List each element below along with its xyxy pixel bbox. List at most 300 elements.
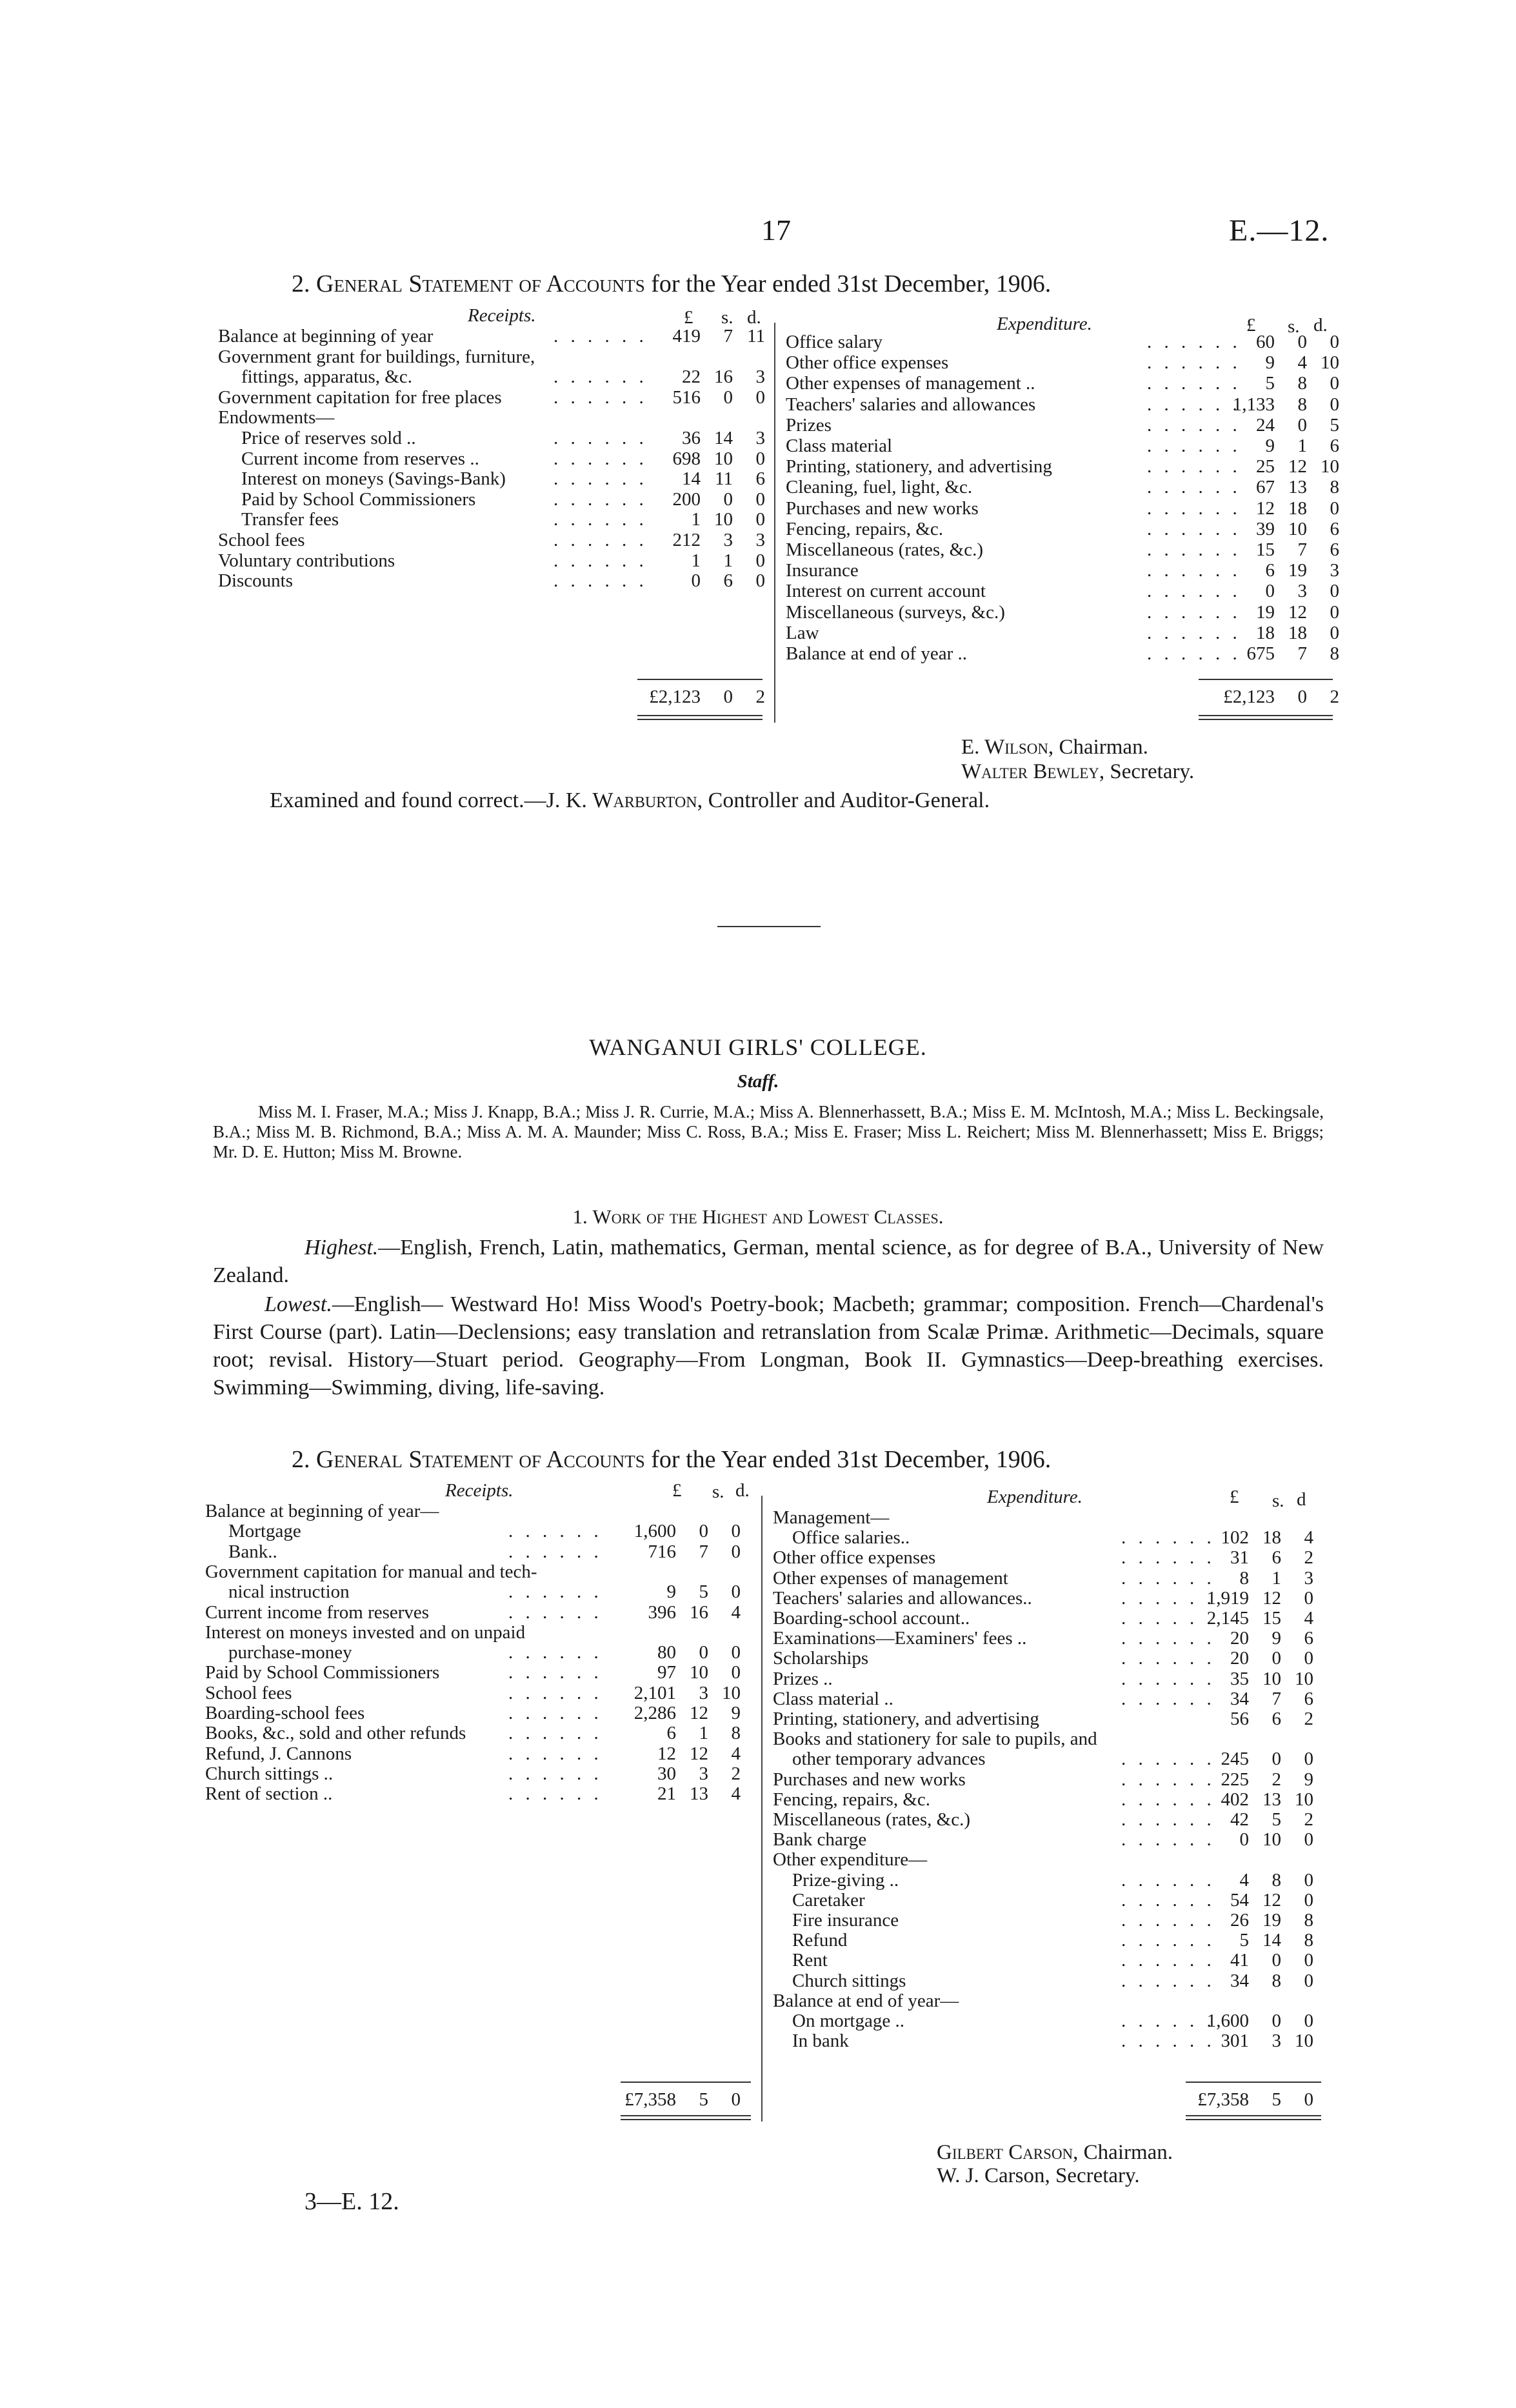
amount-pence: 3 — [1330, 560, 1339, 581]
s1-receipt-row — [218, 366, 766, 387]
amount — [1173, 1971, 1313, 1992]
s2-receipt-row — [205, 1683, 753, 1703]
amount-pence: 0 — [731, 1521, 741, 1542]
leader-dots: . . . . . . — [554, 468, 648, 490]
amount-shillings: 12 — [690, 1743, 708, 1764]
amount-pounds: 212 — [672, 530, 701, 550]
leader-dots: . . . . . . — [1147, 436, 1241, 456]
s2-expenditure-row — [773, 1689, 1328, 1709]
leader-dots: . . . . . . — [508, 1642, 603, 1663]
amount-shillings: 10 — [1288, 518, 1307, 539]
amount — [600, 1521, 741, 1542]
amount — [1173, 1910, 1313, 1931]
leader-dots: . . . . . . — [508, 1521, 603, 1542]
amount-pence: 0 — [1304, 1829, 1313, 1851]
s1-expenditure-header: Expenditure. — [997, 314, 1092, 334]
s2-receipt-row — [205, 1581, 753, 1602]
s2-receipt-row — [205, 1783, 753, 1804]
amount-pence: 8 — [1330, 643, 1339, 664]
section2-title-number: 2. — [292, 1446, 310, 1473]
leader-dots: . . . . . . — [1121, 1829, 1215, 1851]
amount-shillings: 13 — [690, 1783, 708, 1805]
s2-expenditure-row — [773, 1648, 1328, 1669]
s2-expenditure-row-label: Purchases and new works — [773, 1769, 966, 1790]
s1-expenditure-row — [786, 352, 1341, 373]
total-row — [773, 2089, 1328, 2110]
s2-expenditure-row — [773, 1749, 1328, 1769]
total-pence: 0 — [731, 2089, 741, 2110]
leader-dots: . . . . . . — [1121, 1809, 1215, 1830]
amount-pence: 3 — [755, 428, 765, 448]
amount-pence: 4 — [731, 1743, 741, 1764]
amount-shillings: 19 — [1262, 1910, 1281, 1931]
signature-mark: 3—E. 12. — [304, 2188, 399, 2215]
amount-pence: 0 — [1330, 373, 1339, 394]
s2-expenditure-row — [773, 1849, 1328, 1870]
s1-expenditure-row — [786, 581, 1341, 601]
amount-shillings: 8 — [1297, 373, 1307, 394]
s1-expenditure-row-label: Cleaning, fuel, light, &c. — [786, 477, 973, 498]
section2-title — [292, 1445, 1051, 1474]
s2-receipt-row-label: Interest on moneys invested and on unpaid — [205, 1621, 526, 1643]
amount — [600, 1683, 741, 1704]
leader-dots: . . . . . . — [1147, 601, 1241, 623]
amount-pounds: 1,133 — [1232, 394, 1275, 415]
s2-expenditure-row — [773, 1991, 1328, 2011]
section1-title-smallcaps: General Statement of Accounts — [316, 270, 645, 297]
leader-dots: . . . . . . — [1147, 539, 1241, 560]
leader-dots: . . . . . . — [1147, 394, 1241, 415]
amount-pounds: 102 — [1221, 1527, 1249, 1549]
total-amount — [1199, 687, 1339, 708]
leader-dots: . . . . . . — [554, 530, 648, 550]
amount-pence: 0 — [1304, 1869, 1313, 1891]
highest-label: Highest. — [304, 1236, 379, 1259]
amount — [1173, 1890, 1313, 1911]
s1-receipt-row — [218, 428, 766, 448]
amount-shillings: 10 — [714, 448, 733, 469]
s2-expenditure-row-label: Books and stationery for sale to pupils, and — [773, 1729, 1097, 1750]
s1-expenditure-row-label: Office salary — [786, 332, 883, 352]
amount-shillings: 7 — [1297, 643, 1307, 664]
amount-pounds: 97 — [657, 1662, 676, 1683]
lowest-label: Lowest. — [264, 1292, 332, 1316]
amount — [624, 448, 765, 470]
amount — [1173, 1809, 1313, 1831]
amount-pounds: 225 — [1221, 1769, 1249, 1790]
amount-shillings: 0 — [1272, 2011, 1281, 2031]
staff-heading: Staff. — [737, 1071, 779, 1092]
amount — [1199, 623, 1339, 644]
amount-pounds: 56 — [1230, 1709, 1249, 1729]
amount-pence: 0 — [731, 1642, 741, 1663]
s2-expenditure-row-label: Boarding-school account.. — [773, 1608, 970, 1629]
total-shillings: 0 — [723, 687, 733, 707]
amount-pounds: 6 — [666, 1723, 676, 1744]
amount-shillings: 10 — [690, 1662, 708, 1683]
lowest-class-paragraph — [213, 1290, 1324, 1401]
s2-expenditure-row-label: On mortgage .. — [792, 2011, 904, 2031]
amount-pence: 2 — [1304, 1809, 1313, 1830]
amount-shillings: 10 — [1262, 1829, 1281, 1851]
amount — [1173, 1628, 1313, 1649]
amount-shillings: 18 — [1288, 622, 1307, 643]
s1-receipt-row-label: Current income from reserves .. — [241, 448, 479, 469]
amount-pounds: 20 — [1230, 1648, 1249, 1669]
s1-signature-secretary — [961, 760, 1194, 784]
leader-dots: . . . . . . — [1121, 1889, 1215, 1911]
amount-pence: 0 — [1330, 332, 1339, 352]
s2-receipt-row — [205, 1501, 753, 1521]
s1-examined-post: Controller and Auditor-General. — [708, 788, 990, 812]
amount — [1173, 1749, 1313, 1770]
amount-pounds: 9 — [666, 1581, 676, 1603]
leader-dots: . . . . . . — [1147, 518, 1241, 539]
s1-expenditure-row — [786, 623, 1341, 643]
s1-expenditure-row-label: Teachers' salaries and allowances — [786, 394, 1036, 415]
amount — [1173, 1930, 1313, 1951]
s2-expenditure-row — [773, 1628, 1328, 1649]
amount-pounds: 26 — [1230, 1910, 1249, 1931]
s1-receipt-row — [218, 550, 766, 571]
work-heading — [0, 1205, 1516, 1229]
amount-pounds: 4 — [1239, 1869, 1249, 1891]
amount-pounds: 36 — [682, 428, 701, 448]
amount-pounds: 18 — [1256, 622, 1275, 643]
s2-receipts-shilling-header: s. — [712, 1481, 724, 1502]
total-pounds: £7,358 — [624, 2089, 676, 2110]
amount-pence: 11 — [747, 326, 765, 346]
leader-dots: . . . . . . — [554, 448, 648, 469]
s2-expenditure-row — [773, 1608, 1328, 1629]
amount-pence: 8 — [1304, 1930, 1313, 1951]
amount-shillings: 14 — [1262, 1930, 1281, 1951]
s2-expenditure-row-label: Rent — [792, 1950, 828, 1971]
s2-expenditure-row — [773, 1870, 1328, 1891]
amount-pence: 0 — [1304, 1889, 1313, 1911]
s2-expenditure-row-label: Prizes .. — [773, 1668, 833, 1689]
s2-receipt-row — [205, 1622, 753, 1643]
amount-pence: 10 — [1295, 1789, 1313, 1810]
s1-receipt-row — [218, 387, 766, 408]
amount — [1199, 477, 1339, 498]
amount-pounds: 1 — [691, 509, 701, 530]
amount — [600, 1602, 741, 1623]
amount-pence: 8 — [1304, 1910, 1313, 1931]
amount — [624, 530, 765, 551]
highest-class-paragraph — [213, 1234, 1324, 1289]
leader-dots: . . . . . . — [1147, 414, 1241, 436]
leader-dots: . . . . . . — [508, 1682, 603, 1703]
s1-receipt-row — [218, 326, 766, 346]
amount-pounds: 22 — [682, 366, 701, 388]
amount-pence: 6 — [1330, 436, 1339, 456]
amount-pounds: 1,919 — [1206, 1587, 1249, 1609]
amount-pence: 10 — [722, 1682, 741, 1703]
total-row — [218, 687, 766, 707]
s2-receipt-row-label: Church sittings .. — [205, 1763, 334, 1784]
amount-pounds: 21 — [657, 1783, 676, 1805]
s1-expenditure-row-label: Other expenses of management .. — [786, 373, 1035, 394]
amount — [1199, 394, 1339, 416]
s1-examined-line — [270, 788, 990, 813]
s2-expenditure-row — [773, 1789, 1328, 1810]
s2-receipt-row-label: Balance at beginning of year— — [205, 1501, 439, 1521]
leader-dots: . . . . . . — [1121, 2031, 1215, 2052]
amount-pence: 0 — [1304, 2011, 1313, 2031]
leader-dots: . . . . . . — [508, 1581, 603, 1603]
amount-shillings: 5 — [1272, 1809, 1281, 1830]
s1-secretary-role: Secretary. — [1110, 760, 1195, 783]
amount-pence: 4 — [731, 1601, 741, 1623]
amount-pence: 0 — [755, 488, 765, 510]
amount-shillings: 0 — [699, 1642, 708, 1663]
s1-receipt-row-label: Government capitation for free places — [218, 386, 502, 408]
amount-shillings: 0 — [1297, 414, 1307, 436]
amount — [1199, 519, 1339, 540]
amount — [600, 1763, 741, 1785]
s2-expenditure-row — [773, 1527, 1328, 1548]
amount-pence: 10 — [1295, 2031, 1313, 2052]
s1-chairman-role: Chairman. — [1059, 736, 1148, 759]
leader-dots: . . . . . . — [508, 1723, 603, 1744]
amount-pence: 0 — [1330, 601, 1339, 623]
amount — [1199, 560, 1339, 581]
amount-pounds: 5 — [1265, 373, 1275, 394]
amount — [1199, 436, 1339, 457]
s1-expenditure-row-label: Miscellaneous (rates, &c.) — [786, 539, 984, 560]
s2-receipts-pound-header: £ — [672, 1480, 682, 1501]
leader-dots: . . . . . . — [554, 428, 648, 448]
leader-dots: . . . . . . — [508, 1601, 603, 1623]
s1-expenditure-row — [786, 498, 1341, 519]
s2-receipt-row — [205, 1662, 753, 1683]
s1-receipts-total-underline-2 — [637, 719, 763, 720]
leader-dots: . . . . . . — [1121, 1587, 1215, 1609]
s2-expenditure-row-label: Scholarships — [773, 1648, 869, 1669]
s2-expenditure-header: Expenditure. — [987, 1487, 1082, 1507]
s1-expenditure-row — [786, 519, 1341, 539]
s2-expenditure-row-label: Miscellaneous (rates, &c.) — [773, 1809, 971, 1830]
amount — [624, 550, 765, 572]
s2-expenditure-row-label: Refund — [792, 1930, 848, 1951]
s1-exp-total-rule — [1199, 679, 1333, 680]
s2-expenditure-row — [773, 1930, 1328, 1951]
total-shillings: 5 — [699, 2089, 708, 2110]
amount-pence: 10 — [1295, 1668, 1313, 1689]
amount-pence: 2 — [1304, 1547, 1313, 1569]
s1-expenditure-row-label: Prizes — [786, 414, 832, 436]
amount-shillings: 10 — [714, 509, 733, 530]
amount — [600, 1783, 741, 1805]
leader-dots: . . . . . . — [1147, 477, 1241, 498]
amount-shillings: 16 — [690, 1601, 708, 1623]
s1-signature-chairman — [961, 736, 1148, 759]
leader-dots: . . . . . . — [1121, 1769, 1215, 1790]
amount-pence: 3 — [1304, 1567, 1313, 1589]
amount — [1173, 1669, 1313, 1690]
s2-receipt-row — [205, 1703, 753, 1723]
amount-shillings: 0 — [1272, 1648, 1281, 1669]
amount — [600, 1743, 741, 1765]
amount-shillings: 1 — [723, 550, 733, 571]
s2-expenditure-row — [773, 1547, 1328, 1568]
leader-dots: . . . . . . — [554, 326, 648, 346]
amount-pounds: 9 — [1265, 436, 1275, 456]
s1-expenditure-row — [786, 373, 1341, 394]
amount-shillings: 7 — [723, 326, 733, 346]
amount-shillings: 16 — [714, 366, 733, 388]
leader-dots: . . . . . . — [1121, 1950, 1215, 1971]
amount-shillings: 6 — [1272, 1709, 1281, 1729]
s1-receipt-row-label: Transfer fees — [241, 509, 339, 530]
s1-receipt-row-label: Voluntary contributions — [218, 550, 395, 571]
section1-title-number: 2. — [292, 270, 310, 297]
amount-shillings: 3 — [699, 1763, 708, 1784]
amount-pence: 10 — [1321, 352, 1339, 374]
amount — [1173, 1950, 1313, 1971]
amount — [1199, 539, 1339, 561]
s2-receipt-row-label: Boarding-school fees — [205, 1703, 365, 1723]
s2-receipt-row-label: Mortgage — [228, 1521, 301, 1542]
amount — [1173, 1588, 1313, 1609]
s2-expenditure-row-label: Balance at end of year— — [773, 1990, 959, 2011]
amount-pence: 9 — [1304, 1769, 1313, 1790]
amount-shillings: 1 — [699, 1723, 708, 1744]
total-pounds: £2,123 — [1223, 687, 1275, 707]
amount-pounds: 8 — [1239, 1567, 1249, 1589]
leader-dots: . . . . . . — [1147, 456, 1241, 477]
amount-shillings: 13 — [1262, 1789, 1281, 1810]
amount-pence: 2 — [731, 1763, 741, 1784]
s2-chairman-name: Gilbert Carson, — [937, 2141, 1079, 2164]
s2-expenditure-row — [773, 1910, 1328, 1931]
amount — [1173, 1709, 1313, 1730]
s1-receipts-total-underline — [637, 715, 763, 716]
amount — [1173, 1769, 1313, 1791]
amount-shillings: 3 — [1297, 581, 1307, 602]
leader-dots: . . . . . . — [508, 1703, 603, 1723]
total-amount — [1173, 2089, 1313, 2111]
leader-dots: . . . . . . — [1121, 1910, 1215, 1931]
amount-shillings: 3 — [723, 530, 733, 550]
amount-pence: 0 — [1304, 1950, 1313, 1971]
amount-shillings: 5 — [699, 1581, 708, 1603]
amount-pounds: 698 — [672, 448, 701, 469]
s2-expenditure-row — [773, 1950, 1328, 1971]
college-title: WANGANUI GIRLS' COLLEGE. — [589, 1034, 927, 1060]
leader-dots: . . . . . . — [1147, 622, 1241, 643]
leader-dots: . . . . . . — [554, 509, 648, 530]
s2-expenditure-row-label: Bank charge — [773, 1829, 867, 1851]
s2-expenditure-row — [773, 1507, 1328, 1528]
leader-dots: . . . . . . — [1121, 1869, 1215, 1891]
s2-expenditure-row-label: Other office expenses — [773, 1547, 936, 1569]
s2-expenditure-row — [773, 1829, 1328, 1850]
s2-expenditure-row-label: Printing, stationery, and advertising — [773, 1709, 1039, 1729]
s1-expenditure-row — [786, 477, 1341, 497]
s2-receipts-total-underline — [621, 2115, 751, 2116]
amount-shillings: 7 — [1272, 1688, 1281, 1709]
amount-pence: 0 — [731, 1662, 741, 1683]
amount-pence: 8 — [1330, 477, 1339, 498]
s1-expenditure-row — [786, 456, 1341, 477]
amount — [1199, 643, 1339, 665]
amount — [1199, 373, 1339, 394]
s2-receipts-pence-header: d. — [735, 1480, 750, 1501]
leader-dots: . . . . . . — [1121, 1628, 1215, 1649]
amount-pounds: 41 — [1230, 1950, 1249, 1971]
amount-shillings: 0 — [699, 1521, 708, 1542]
total-pence: 0 — [1304, 2089, 1313, 2110]
s1-expenditure-row — [786, 436, 1341, 456]
amount — [1199, 498, 1339, 519]
amount-pounds: 15 — [1256, 539, 1275, 560]
s1-receipt-row-label: School fees — [218, 530, 305, 550]
amount-shillings: 7 — [1297, 539, 1307, 560]
amount-pounds: 0 — [1239, 1829, 1249, 1851]
s1-examined-pre: Examined and found correct.—J. K. — [270, 788, 587, 812]
s2-receipt-row — [205, 1521, 753, 1541]
amount-pence: 0 — [1330, 581, 1339, 602]
s2-receipt-row-label: Rent of section .. — [205, 1783, 333, 1805]
amount-pounds: 54 — [1230, 1889, 1249, 1911]
leader-dots: . . . . . . — [1147, 332, 1241, 352]
s2-exp-pound-header: £ — [1230, 1487, 1239, 1507]
s1-chairman-name: E. Wilson, — [961, 736, 1054, 759]
amount-pounds: 30 — [657, 1763, 676, 1784]
s2-secretary-role: Secretary. — [1055, 2164, 1140, 2187]
amount-shillings: 3 — [699, 1682, 708, 1703]
leader-dots: . . . . . . — [554, 488, 648, 510]
amount-pounds: 716 — [648, 1541, 676, 1562]
amount-pence: 0 — [755, 509, 765, 530]
amount-pounds: 35 — [1230, 1668, 1249, 1689]
s2-chairman-role: Chairman. — [1083, 2141, 1173, 2164]
leader-dots: . . . . . . — [1121, 1688, 1215, 1709]
amount-pence: 4 — [1304, 1527, 1313, 1549]
amount — [624, 326, 765, 347]
amount-shillings: 1 — [1297, 436, 1307, 456]
s2-receipt-row — [205, 1541, 753, 1562]
s1-secretary-name: Walter Bewley, — [961, 760, 1105, 783]
s1-receipt-row — [218, 468, 766, 489]
s2-expenditure-row — [773, 1588, 1328, 1609]
work-heading-number: 1. — [572, 1205, 588, 1228]
total-pounds: £2,123 — [649, 687, 701, 707]
amount-pence: 5 — [1330, 414, 1339, 436]
amount-pounds: 2,286 — [633, 1703, 676, 1723]
s1-receipt-row-label: Price of reserves sold .. — [241, 428, 416, 448]
leader-dots: . . . . . . — [1121, 1648, 1215, 1669]
s2-receipt-row-label: Paid by School Commissioners — [205, 1662, 440, 1683]
s2-receipts-header: Receipts. — [445, 1480, 514, 1501]
amount — [1199, 415, 1339, 436]
s2-receipt-row-label: Bank.. — [228, 1541, 277, 1562]
s1-expenditure-row-label: Law — [786, 622, 819, 643]
amount-pounds: 301 — [1221, 2031, 1249, 2052]
amount-pounds: 80 — [657, 1642, 676, 1663]
s2-expenditure-row-label: Church sittings — [792, 1970, 906, 1991]
s2-expenditure-row-label: Other expenses of management — [773, 1567, 1008, 1589]
highest-text: —English, French, Latin, mathematics, German, mental science, as for degree of B.A., University of New Zealand. — [213, 1236, 1324, 1287]
amount-pence: 6 — [1304, 1628, 1313, 1649]
amount-pence: 0 — [1304, 1749, 1313, 1770]
amount-shillings: 8 — [1272, 1970, 1281, 1991]
amount-shillings: 0 — [1272, 1950, 1281, 1971]
amount-shillings: 2 — [1272, 1769, 1281, 1790]
leader-dots: . . . . . . — [1121, 1527, 1215, 1549]
